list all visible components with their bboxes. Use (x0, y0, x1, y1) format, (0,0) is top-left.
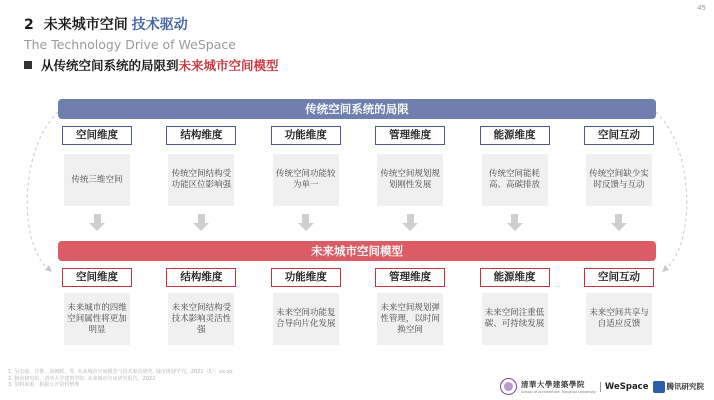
title-main: 未来城市空间 (43, 17, 128, 33)
future-text-structure: 未来空间结构受技术影响灵活性强 (168, 293, 234, 345)
footnote-line: 2. 腾讯研究院，清华大学建筑学院. 未来城市空间研究报告，2022 (8, 375, 156, 382)
traditional-head-space: 空间维度 (62, 126, 132, 145)
university-name-en: School of Architecture, Tsinghua University (520, 390, 596, 394)
footnote-line: 1. 吴志强，甘惟，刘朝晖，等. 未来城市空间模型与技术驱动研究. 城市规划学刊，2021（5）：xx-xx (8, 369, 233, 375)
transition-arrows-row (62, 214, 654, 236)
right-arrowhead-icon (662, 265, 669, 272)
page-number: 45 (697, 4, 706, 12)
traditional-text-space: 传统三维空间 (64, 154, 130, 206)
logo-strip (500, 378, 704, 395)
traditional-text-function: 传统空间功能较为单一 (273, 154, 339, 206)
down-arrow-icon (62, 214, 132, 236)
traditional-headers-row (62, 126, 654, 145)
left-arrowhead-icon (45, 265, 52, 272)
future-text-space: 未来城市的四维空间属性将更加明显 (64, 293, 130, 345)
future-head-interaction: 空间互动 (584, 268, 654, 287)
traditional-head-management: 管理维度 (375, 126, 445, 145)
institute-logo (653, 381, 705, 393)
traditional-head-structure: 结构维度 (166, 126, 236, 145)
footnotes (8, 369, 528, 389)
future-headers-row (62, 268, 654, 287)
traditional-text-structure: 传统空间结构受功能区位影响强 (168, 154, 234, 206)
traditional-head-function: 功能维度 (271, 126, 341, 145)
footnote-line: 3. 资料来源：根据公开资料整理 (8, 382, 80, 388)
down-arrow-icon (271, 214, 341, 236)
university-logo (521, 379, 596, 394)
right-flow-curve (656, 112, 687, 272)
traditional-text-management: 传统空间规划规划刚性发展 (377, 154, 443, 206)
future-text-function: 未来空间功能复合导向片化发展 (273, 293, 339, 345)
tencent-icon (653, 381, 665, 393)
traditional-boxes-row (62, 154, 654, 206)
partner-logo: WeSpace (600, 382, 649, 392)
future-band: 未来城市空间模型 (58, 241, 656, 261)
traditional-text-energy: 传统空间能耗高、高碳排放 (482, 154, 548, 206)
traditional-text-interaction: 传统空间缺少实时反馈与互动 (586, 154, 652, 206)
university-name: 清華大學建築學院 (520, 380, 585, 389)
institute-name: 腾讯研究院 (666, 382, 704, 391)
section-number: 2 (24, 17, 34, 33)
title-accent: 技术驱动 (131, 17, 188, 33)
future-head-space: 空间维度 (62, 268, 132, 287)
university-seal-icon (500, 378, 517, 395)
traditional-band: 传统空间系统的局限 (58, 99, 656, 119)
future-head-management: 管理维度 (375, 268, 445, 287)
future-text-energy: 未来空间注重低碳、可持续发展 (482, 293, 548, 345)
future-head-structure: 结构维度 (166, 268, 236, 287)
section-title-main: 从传统空间系统的局限到 (41, 58, 179, 73)
future-text-interaction: 未来空间共享与自适应反馈 (586, 293, 652, 345)
down-arrow-icon (375, 214, 445, 236)
traditional-head-interaction: 空间互动 (584, 126, 654, 145)
slide-subtitle: The Technology Drive of WeSpace (24, 37, 236, 52)
down-arrow-icon (166, 214, 236, 236)
traditional-head-energy: 能源维度 (480, 126, 550, 145)
down-arrow-icon (584, 214, 654, 236)
future-text-management: 未来空间规划弹性管理，以时间换空间 (377, 293, 443, 345)
future-head-function: 功能维度 (271, 268, 341, 287)
future-boxes-row (62, 293, 654, 345)
down-arrow-icon (480, 214, 550, 236)
left-flow-curve (27, 112, 58, 272)
section-title-highlight: 未来城市空间模型 (178, 58, 279, 73)
future-head-energy: 能源维度 (480, 268, 550, 287)
